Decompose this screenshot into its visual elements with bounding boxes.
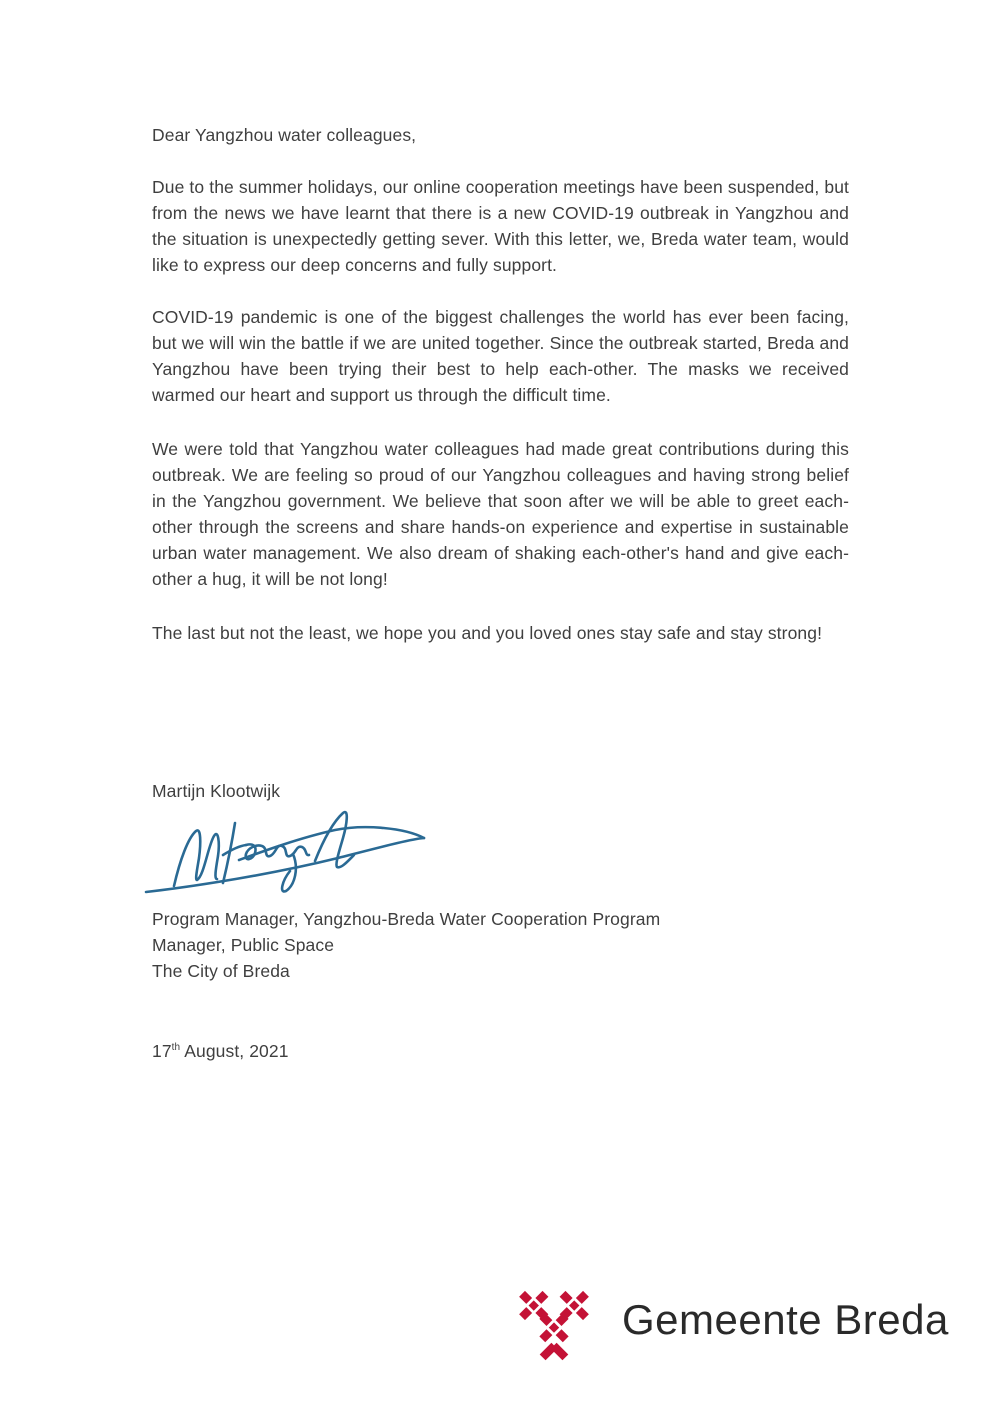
letter-paragraph-4: The last but not the least, we hope you and you loved ones stay safe and stay strong! xyxy=(152,623,823,643)
signoff-roles xyxy=(152,906,849,984)
signoff-name: Martijn Klootwijk xyxy=(152,781,281,801)
signoff-role-1: Program Manager, Yangzhou-Breda Water Cooperation Program xyxy=(152,909,661,929)
date-day: 17 xyxy=(152,1041,172,1061)
breda-heart-logo-icon xyxy=(508,1281,600,1365)
footer-brand xyxy=(508,1281,949,1365)
letter-paragraph-2: COVID-19 pandemic is one of the biggest challenges the world has ever been facing, but we will win the battle if we are united together. Since the outbreak started, Breda and Yangzhou have been trying their best to help each-other. The masks we received warmed our heart and support us through the difficult time. xyxy=(152,307,849,405)
signature-svg xyxy=(143,798,433,900)
signature-image xyxy=(143,798,433,900)
letter-date xyxy=(152,1038,849,1064)
date-rest: August, 2021 xyxy=(180,1041,289,1061)
signoff-role-3: The City of Breda xyxy=(152,961,290,981)
heart-lattice xyxy=(519,1291,589,1360)
brand-name: Gemeente Breda xyxy=(622,1296,949,1343)
signoff-role-2: Manager, Public Space xyxy=(152,935,335,955)
letter-paragraph-1: Due to the summer holidays, our online cooperation meetings have been suspended, but from the news we have learnt that there is a new COVID-19 outbreak in Yangzhou and the situation is unexpectedly getting sever. With this letter, we, Breda water team, would like to express our deep concerns and fully support. xyxy=(152,177,849,275)
letter-paragraph-3: We were told that Yangzhou water colleagues had made great contributions during this outbreak. We are feeling so proud of our Yangzhou colleagues and having strong belief in the Yangzhou government. We believe that soon after we will be able to greet each-other through the screens and share hands-on experience and expertise in sustainable urban water management. We also dream of shaking each-other's hand and give each-other a hug, it will be not long! xyxy=(152,439,849,589)
letter-greeting: Dear Yangzhou water colleagues, xyxy=(152,125,417,145)
date-ordinal-suffix: th xyxy=(171,1042,181,1054)
signature-strokes xyxy=(146,812,424,892)
